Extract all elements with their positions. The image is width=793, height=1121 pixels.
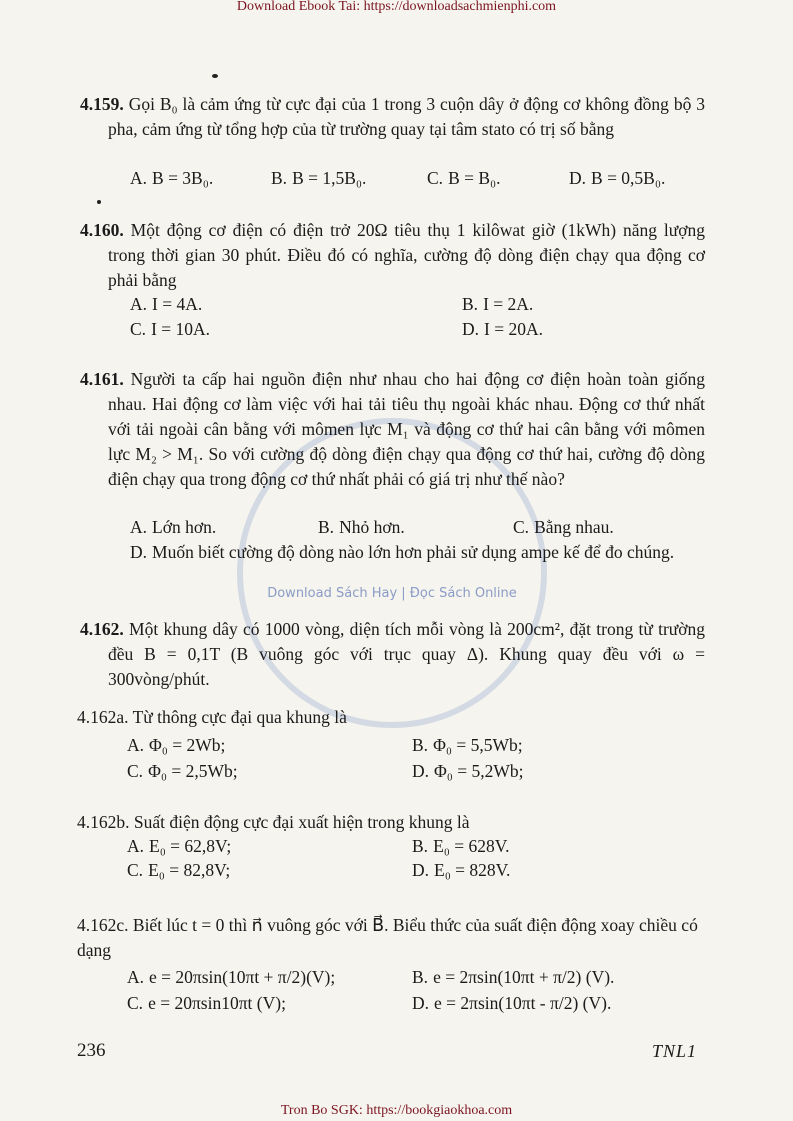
- sub-question-4-162b: 4.162b. Suất điện động cực đại xuất hiện trong khung là: [77, 812, 470, 832]
- question-4-162: [80, 617, 705, 692]
- option-b[interactable]: B. E₀ = 628V.: [412, 836, 510, 856]
- question-4-159: [80, 92, 705, 142]
- option-c[interactable]: C. B = B₀.: [427, 168, 501, 188]
- question-number: 4.159.: [80, 94, 124, 114]
- question-4-161: [80, 367, 705, 492]
- page-number: 236: [77, 1040, 106, 1061]
- option-a[interactable]: A. I = 4A.: [130, 294, 203, 314]
- option-c[interactable]: C. I = 10A.: [130, 319, 211, 339]
- footer-sgk-link[interactable]: Tron Bo SGK: https://bookgiaokhoa.com: [280, 1103, 513, 1118]
- question-text: Gọi B₀ là cảm ứng từ cực đại của 1 trong 3 cuộn dây ở động cơ không đồng bộ 3 pha, cảm ứng từ tổng hợp của từ trường quay tại tâm stato có trị số bằng: [108, 94, 705, 139]
- option-a[interactable]: A. Lớn hơn.: [130, 517, 217, 537]
- option-c[interactable]: C. Bằng nhau.: [513, 517, 614, 537]
- scan-speck: [97, 200, 101, 204]
- question-4-160: [80, 218, 705, 293]
- option-b[interactable]: B. e = 2πsin(10πt + π/2) (V).: [412, 967, 615, 987]
- option-d[interactable]: D. Φ₀ = 5,2Wb;: [412, 761, 524, 781]
- option-d[interactable]: D. E₀ = 828V.: [412, 860, 511, 880]
- option-c[interactable]: C. e = 20πsin10πt (V);: [127, 993, 286, 1013]
- option-d[interactable]: D. Muốn biết cường độ dòng nào lớn hơn phải sử dụng ampe kế để đo chúng.: [130, 542, 675, 562]
- footer-tag: TNL1: [652, 1041, 698, 1061]
- option-a[interactable]: A. Φ₀ = 2Wb;: [127, 735, 226, 755]
- option-a[interactable]: A. E₀ = 62,8V;: [127, 836, 232, 856]
- option-d[interactable]: D. B = 0,5B₀.: [569, 168, 666, 188]
- watermark-text: Download Sách Hay | Đọc Sách Online: [267, 586, 517, 601]
- question-text: Một khung dây có 1000 vòng, diện tích mỗi vòng là 200cm², đặt trong từ trường đều B = 0,1T (B vuông góc với trục quay Δ). Khung quay đều với ω = 300vòng/phút.: [108, 619, 706, 689]
- question-text: Người ta cấp hai nguồn điện như nhau cho hai động cơ điện hoàn toàn giống nhau. Hai động cơ làm việc với hai tải tiêu thụ ngoài khác nhau. Động cơ thứ nhất với tải ngoài cân bằng với mômen lực M₁ và động cơ thứ hai cân bằng với mômen lực M₂ > M₁. So với cường độ dòng điện chạy qua động cơ thứ hai, cường độ dòng điện chạy qua trong động cơ thứ nhất phải có giá trị như thế nào?: [108, 369, 706, 489]
- option-a[interactable]: A. B = 3B₀.: [130, 168, 214, 188]
- option-b[interactable]: B. I = 2A.: [462, 294, 534, 314]
- header-download-link[interactable]: Download Ebook Tai: https://downloadsachmienphi.com: [236, 0, 557, 14]
- option-b[interactable]: B. B = 1,5B₀.: [271, 168, 367, 188]
- option-c[interactable]: C. E₀ = 82,8V;: [127, 860, 231, 880]
- sub-question-4-162a: 4.162a. Từ thông cực đại qua khung là: [77, 707, 347, 727]
- option-a[interactable]: A. e = 20πsin(10πt + π/2)(V);: [127, 967, 336, 987]
- question-text: Một động cơ điện có điện trở 20Ω tiêu thụ 1 kilôwat giờ (1kWh) năng lượng trong thời gian 30 phút. Điều đó có nghĩa, cường độ dòng điện chạy qua động cơ phải bằng: [108, 220, 706, 290]
- question-number: 4.161.: [80, 369, 124, 389]
- option-c[interactable]: C. Φ₀ = 2,5Wb;: [127, 761, 238, 781]
- scan-speck: [212, 74, 218, 78]
- option-d[interactable]: D. I = 20A.: [462, 319, 543, 339]
- question-number: 4.162.: [80, 619, 124, 639]
- option-b[interactable]: B. Φ₀ = 5,5Wb;: [412, 735, 523, 755]
- sub-question-4-162c: 4.162c. Biết lúc t = 0 thì n⃗ vuông góc với B⃗. Biểu thức của suất điện động xoay chiều có dạng: [77, 915, 698, 960]
- option-b[interactable]: B. Nhỏ hơn.: [318, 517, 405, 537]
- question-number: 4.160.: [80, 220, 124, 240]
- option-d[interactable]: D. e = 2πsin(10πt - π/2) (V).: [412, 993, 612, 1013]
